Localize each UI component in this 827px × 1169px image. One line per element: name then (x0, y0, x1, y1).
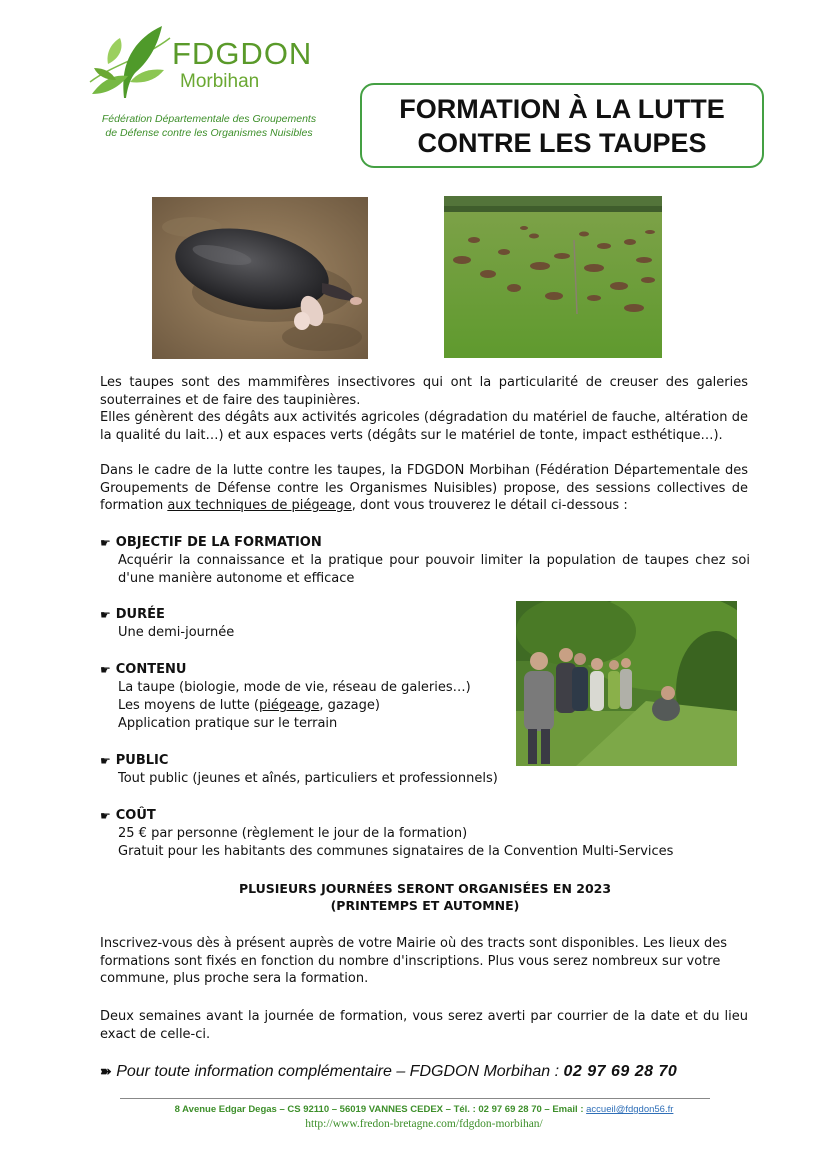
registration-text: Inscrivez-vous dès à présent auprès de votre Mairie où des tracts sont disponibles. Les lieux des formations sont fixés en fonction du nombre d'inscriptions. Plus vous serez nombreux sur votre commune, plus proche sera la formation. (100, 936, 728, 986)
pointing-hand-icon: ☛ (100, 663, 111, 677)
section-body: Une demi-journée (118, 625, 235, 640)
footer-divider (120, 1098, 710, 1099)
section-heading: COÛT (115, 808, 156, 823)
content-line-1: La taupe (biologie, mode de vie, réseau de galeries…) (118, 680, 471, 695)
footer-email-label: – Email : (541, 1104, 587, 1115)
cost-line-2: Gratuit pour les habitants des communes signataires de la Convention Multi-Services (118, 844, 674, 859)
intro-line-2: Elles génèrent des dégâts aux activités agricoles (dégradation du matériel de fauche, altération de la qualité du lait…) et aux espaces verts (dégâts sur le matériel de tonte, impact esthétique…). (100, 410, 748, 443)
pointing-hand-icon: ☛ (100, 754, 111, 768)
intro-paragraph (100, 374, 748, 444)
footer-email-link[interactable]: accueil@fdgdon56.fr (586, 1104, 674, 1115)
section-heading: DURÉE (115, 607, 165, 622)
intro-p3-after: , dont vous trouverez le détail ci-dessous : (351, 498, 628, 513)
section-heading: PUBLIC (115, 753, 169, 768)
section-public (100, 752, 500, 788)
pointing-hand-icon: ☛ (100, 536, 111, 550)
footer-address-text: 8 Avenue Edgar Degas – CS 92110 – 56019 VANNES CEDEX – (174, 1104, 454, 1115)
footer-address (100, 1103, 748, 1116)
trapping-techniques-link: aux techniques de piégeage (167, 498, 352, 513)
organization-name (74, 112, 344, 140)
intro-text (100, 374, 748, 532)
pointing-hand-icon: ☛ (100, 809, 111, 823)
notice-text: Deux semaines avant la journée de formation, vous serez averti par courrier de la date et du lieu exact de celle-ci. (100, 1009, 748, 1042)
section-body: Tout public (jeunes et aînés, particuliers et professionnels) (118, 771, 498, 786)
section-body (100, 679, 500, 733)
announcement-line-2: (PRINTEMPS ET AUTOMNE) (330, 898, 520, 913)
pointing-hand-icon: ☛ (100, 608, 111, 622)
section-contenu (100, 661, 500, 733)
double-arrow-icon: ➽ (100, 1063, 112, 1079)
footer-website[interactable]: http://www.fredon-bretagne.com/fdgdon-morbihan/ (305, 1118, 543, 1130)
piegeage-link: piégeage (259, 698, 320, 713)
organization-line-1: Fédération Départementale des Groupements (101, 113, 317, 125)
logo-subtitle: Morbihan (180, 71, 260, 92)
section-body (100, 825, 750, 861)
section-heading: OBJECTIF DE LA FORMATION (115, 535, 322, 550)
contact-prefix: Pour toute information complémentaire – FDGDON Morbihan : (116, 1063, 564, 1080)
cost-line-1: 25 € par personne (règlement le jour de la formation) (118, 826, 468, 841)
contact-line (100, 1061, 750, 1082)
page-title: FORMATION À LA LUTTE CONTRE LES TAUPES (399, 93, 725, 158)
organization-line-2: de Défense contre les Organismes Nuisibles (105, 127, 313, 139)
intro-p3-before: Dans le cadre de la lutte contre les taupes, la FDGDON Morbihan (Fédération Départementale des Groupements de Défense contre les Organismes Nuisibles) propose, des sessions collectives de formation (100, 463, 748, 513)
footer-tel: Tél. : 02 97 69 28 70 (453, 1104, 542, 1115)
title-box (360, 83, 764, 168)
molehill-field-photo (444, 196, 662, 358)
training-group-photo (516, 601, 737, 766)
section-heading: CONTENU (115, 662, 187, 677)
announcement-line-1: PLUSIEURS JOURNÉES SERONT ORGANISÉES EN 2023 (238, 881, 612, 896)
logo-name: FDGDON (172, 36, 313, 71)
intro-line-1: Les taupes sont des mammifères insectivores qui ont la particularité de creuser des galeries souterraines et de faire des taupinières. (100, 375, 748, 408)
phone-number: 02 97 69 28 70 (563, 1063, 678, 1080)
section-objectif (100, 534, 750, 588)
content-line-3: Application pratique sur le terrain (118, 716, 338, 731)
content-line-2: Les moyens de lutte (piégeage, gazage) (118, 698, 380, 713)
announcement (100, 880, 750, 914)
intro-paragraph-2 (100, 462, 748, 515)
leaf-logo-icon (84, 24, 174, 104)
mole-photo (152, 197, 368, 359)
section-body: Acquérir la connaissance et la pratique pour pouvoir limiter la population de taupes chez soi d'une manière autonome et efficace (118, 553, 750, 586)
section-cout (100, 807, 750, 861)
